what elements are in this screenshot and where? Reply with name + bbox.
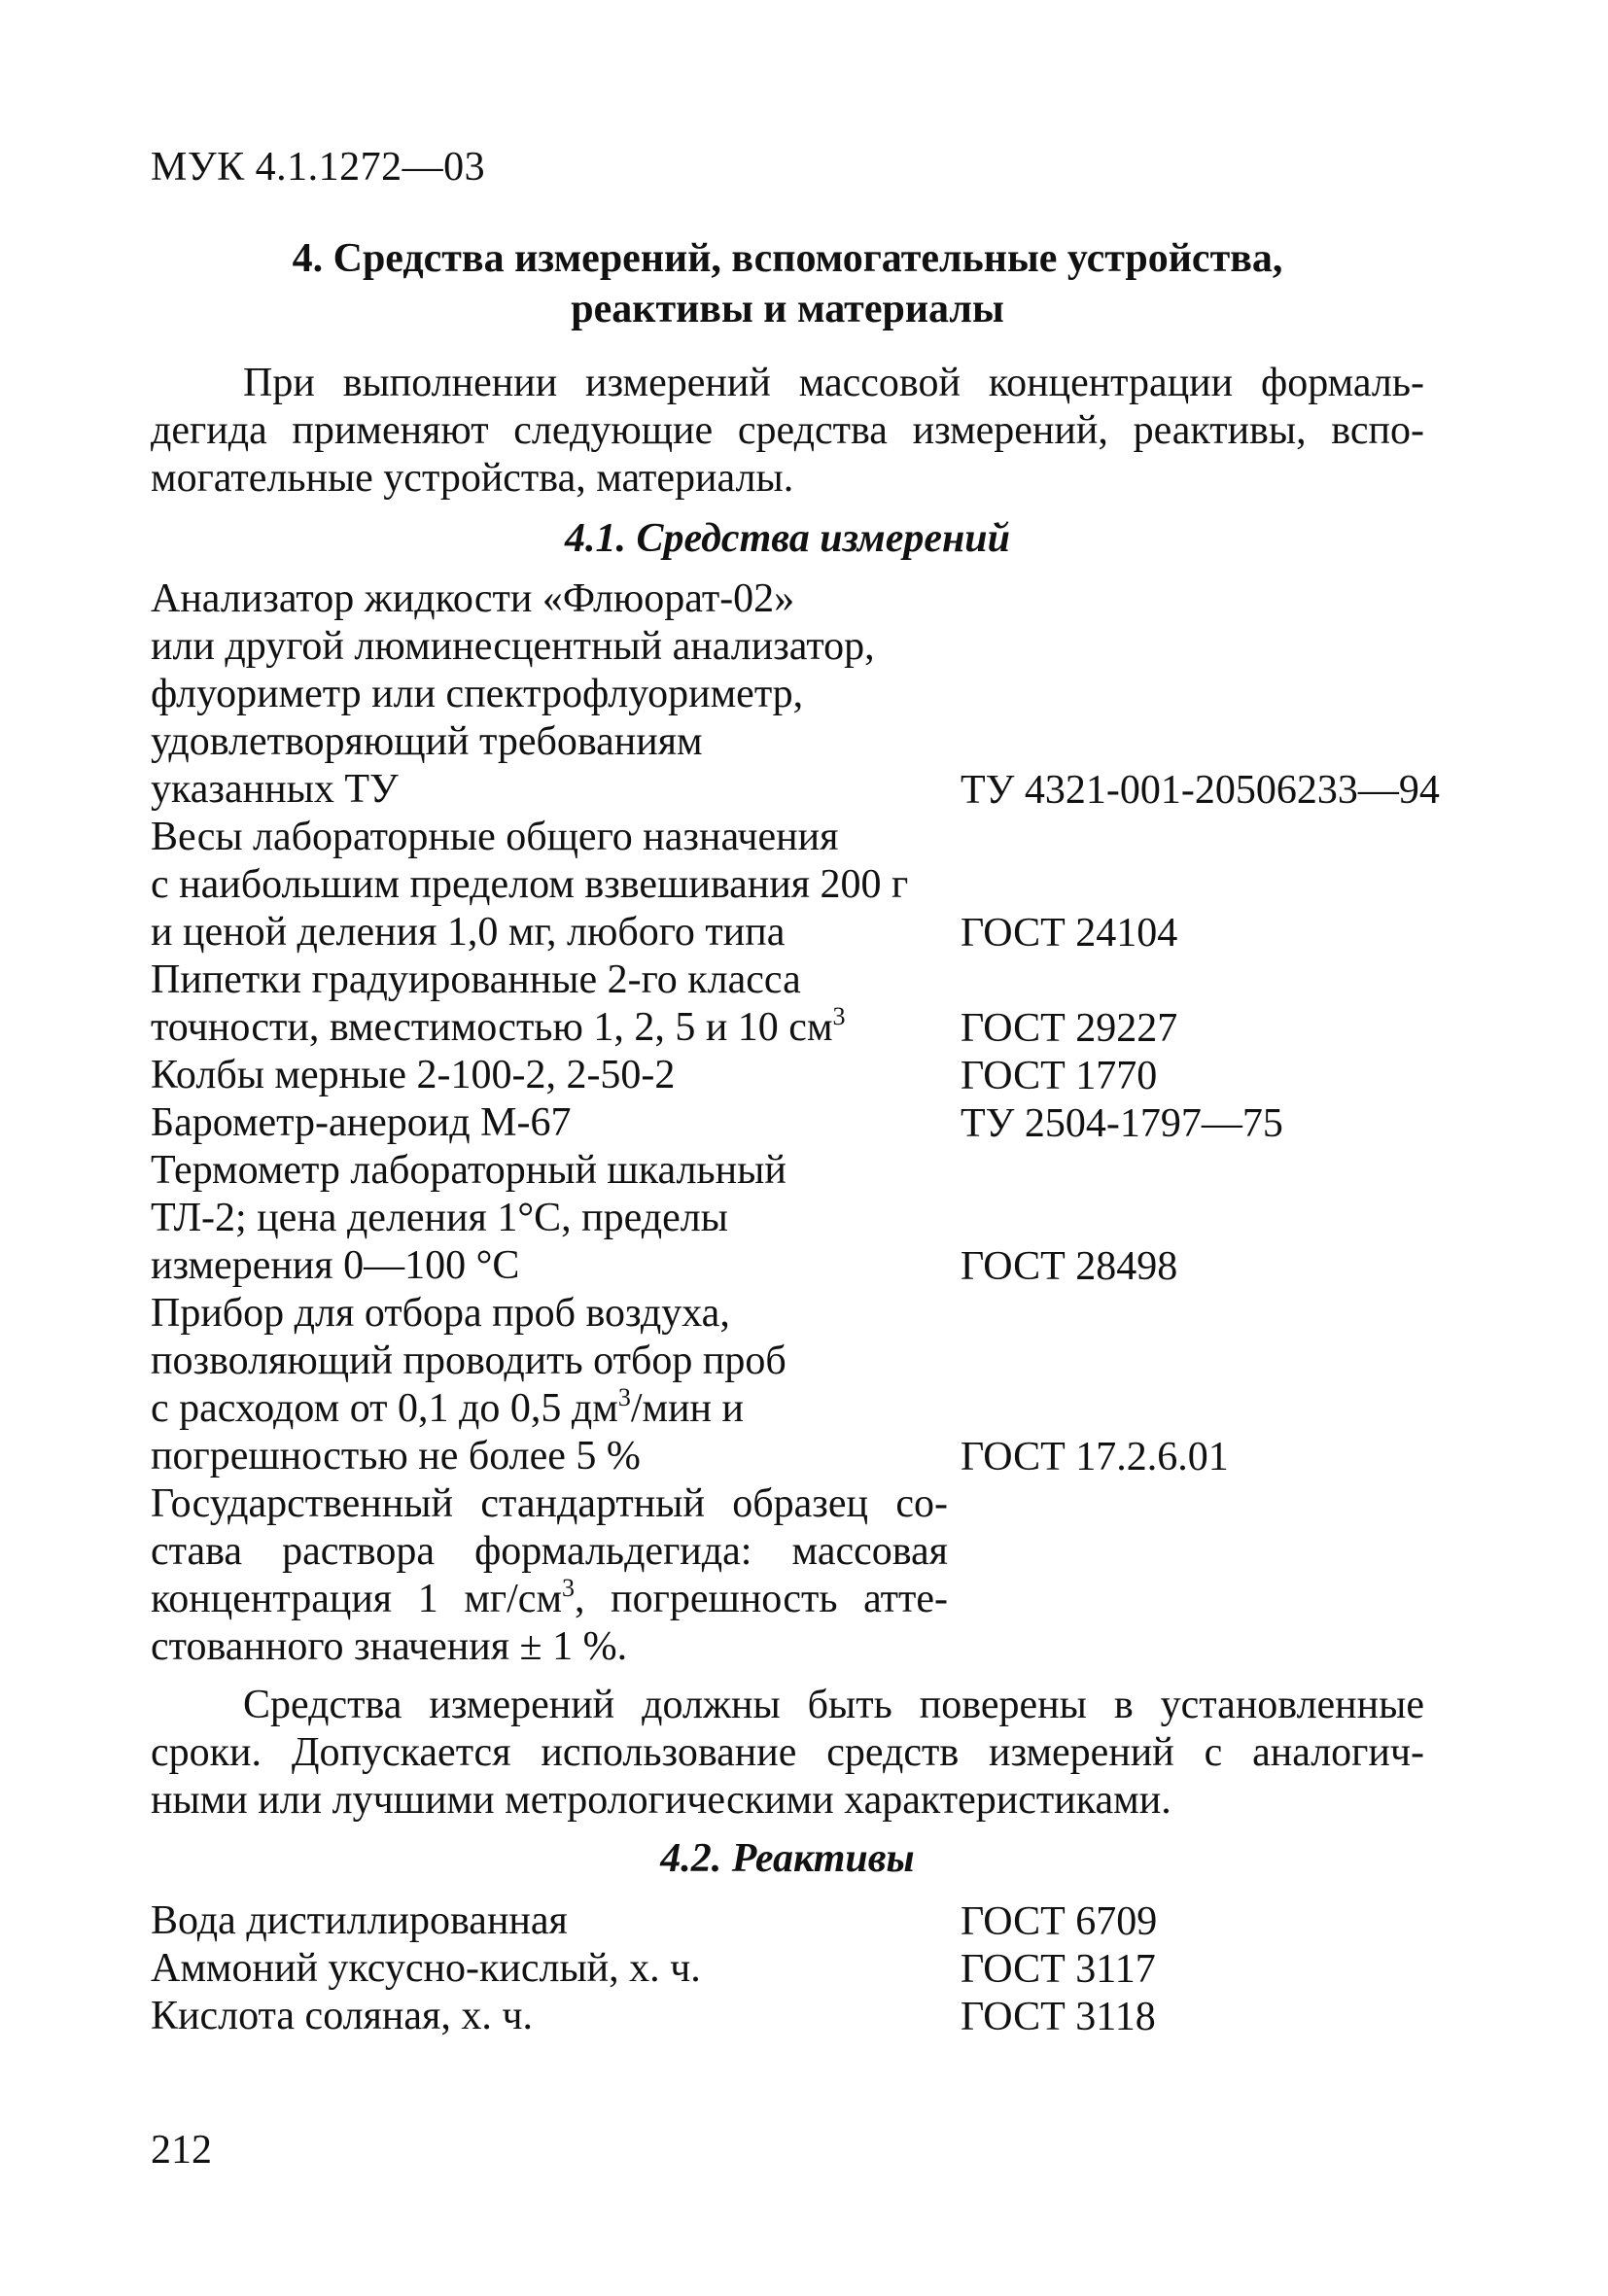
section-title-line: 4. Средства измерений, вспомогательные устройства,: [292, 236, 1283, 281]
description-line: или другой люминесцентный анализатор,: [151, 624, 875, 669]
standard-reference: ГОСТ 3117: [961, 1947, 1156, 1992]
description-line: Колбы мерные 2-100-2, 2-50-2: [151, 1053, 676, 1097]
description-line: Пипетки градуированные 2-го класса: [151, 957, 801, 1002]
description-line: ТЛ-2; цена деления 1°С, пределы: [151, 1196, 728, 1240]
description-line: измерения 0—100 °С: [151, 1243, 520, 1288]
reagent-name-text: Вода дистиллированная: [151, 1898, 568, 1943]
standard-reference: ГОСТ 1770: [961, 1054, 1158, 1098]
description-line: [151, 1004, 948, 1052]
description-text: концентрация 1 мг/см: [151, 1577, 563, 1621]
description-line: указанных ТУ: [151, 767, 399, 812]
description-line: флуориметр или спектрофлуориметр,: [151, 672, 804, 716]
reagent-name-text: Кислота соляная, х. ч.: [151, 1994, 533, 2038]
description-line: удовлетворяющий требованиям: [151, 719, 703, 764]
paragraph-line: Средства измерений должны быть поверены в установленные: [243, 1683, 1424, 1727]
paragraph-line: дегида применяют следующие средства измерений, реактивы, вспо-: [151, 408, 1424, 453]
reagent-name-text: Аммоний уксусно-кислый, х. ч.: [151, 1946, 701, 1991]
instrument-description: [151, 575, 948, 814]
instrument-description: [151, 957, 948, 1052]
instrument-row: [151, 1052, 1453, 1099]
description-line: Государственный стандартный образец со-: [151, 1481, 948, 1526]
standard-reference: ГОСТ 28498: [961, 1244, 1178, 1289]
reagent-name: [151, 1945, 948, 1993]
superscript: 3: [562, 1574, 576, 1602]
instrument-description: [151, 814, 948, 957]
reagent-name: [151, 1897, 948, 1945]
paragraph-line: При выполнении измерений массовой концентрации формаль-: [243, 361, 1424, 405]
description-line: [151, 1385, 948, 1433]
reagent-name: [151, 1993, 948, 2040]
instrument-description: [151, 1052, 948, 1099]
intro-paragraph: [151, 360, 1424, 503]
standard-reference: ГОСТ 17.2.6.01: [961, 1435, 1229, 1479]
instrument-row: [151, 1099, 1453, 1147]
superscript: 3: [617, 1383, 631, 1411]
standard-reference: ГОСТ 6709: [961, 1899, 1158, 1944]
instrument-description: [151, 1147, 948, 1290]
description-line: и ценой деления 1,0 мг, любого типа: [151, 910, 786, 955]
section-title-line: реактивы и материалы: [571, 287, 1004, 331]
superscript: 3: [832, 1002, 846, 1030]
description-line: позволяющий проводить отбор проб: [151, 1339, 787, 1383]
instrument-description: [151, 1480, 948, 1671]
instrument-row: [151, 1480, 1453, 1671]
standard-reference: ГОСТ 24104: [961, 911, 1178, 956]
section-title: [151, 233, 1424, 334]
instrument-row: [151, 957, 1453, 1052]
instrument-description: [151, 1290, 948, 1480]
running-head: МУК 4.1.1272—03: [151, 145, 486, 190]
subsection-title-reagents: 4.2. Реактивы: [660, 1836, 915, 1881]
description-text: /мин и: [630, 1386, 745, 1431]
instrument-row: [151, 1290, 1453, 1480]
paragraph-line: сроки. Допускается использование средств измерений с аналогич-: [151, 1730, 1424, 1775]
standard-reference: ГОСТ 3118: [961, 1995, 1156, 2039]
description-line: става раствора формальдегида: массовая: [151, 1529, 948, 1574]
standard-reference: ГОСТ 29227: [961, 1006, 1178, 1051]
description-text: точности, вместимостью 1, 2, 5 и 10 см: [151, 1005, 833, 1050]
reagent-row: [151, 1897, 1453, 1945]
description-text: , погрешность атте-: [575, 1577, 948, 1621]
subsection-title-measuring-instruments: 4.1. Средства измерений: [564, 516, 1011, 561]
page-number: 212: [151, 2128, 212, 2173]
description-line: погрешностью не более 5 %: [151, 1434, 641, 1478]
closing-paragraph: [151, 1682, 1424, 1825]
instrument-description: [151, 1099, 948, 1147]
description-line: Весы лабораторные общего назначения: [151, 815, 839, 859]
instrument-row: [151, 1147, 1453, 1290]
instrument-row: [151, 814, 1453, 957]
description-line: Анализатор жидкости «Флюорат-02»: [151, 576, 795, 621]
description-text: с расходом от 0,1 до 0,5 дм: [151, 1386, 618, 1431]
description-line: с наибольшим пределом взвешивания 200 г: [151, 862, 909, 907]
description-line: [151, 1576, 948, 1623]
standard-reference: ТУ 4321-001-20506233—94: [961, 768, 1440, 813]
paragraph-line: ными или лучшими метрологическими характеристиками.: [151, 1778, 1171, 1823]
description-line: стованного значения ± 1 %.: [151, 1624, 628, 1669]
description-line: Термометр лабораторный шкальный: [151, 1148, 787, 1193]
reagent-row: [151, 1945, 1453, 1993]
standard-reference: ТУ 2504-1797—75: [961, 1101, 1283, 1146]
paragraph-line: могательные устройства, материалы.: [151, 456, 794, 501]
description-line: Прибор для отбора проб воздуха,: [151, 1291, 730, 1336]
instrument-row: [151, 575, 1453, 814]
reagent-row: [151, 1993, 1453, 2040]
description-line: Барометр-анероид М-67: [151, 1100, 572, 1145]
